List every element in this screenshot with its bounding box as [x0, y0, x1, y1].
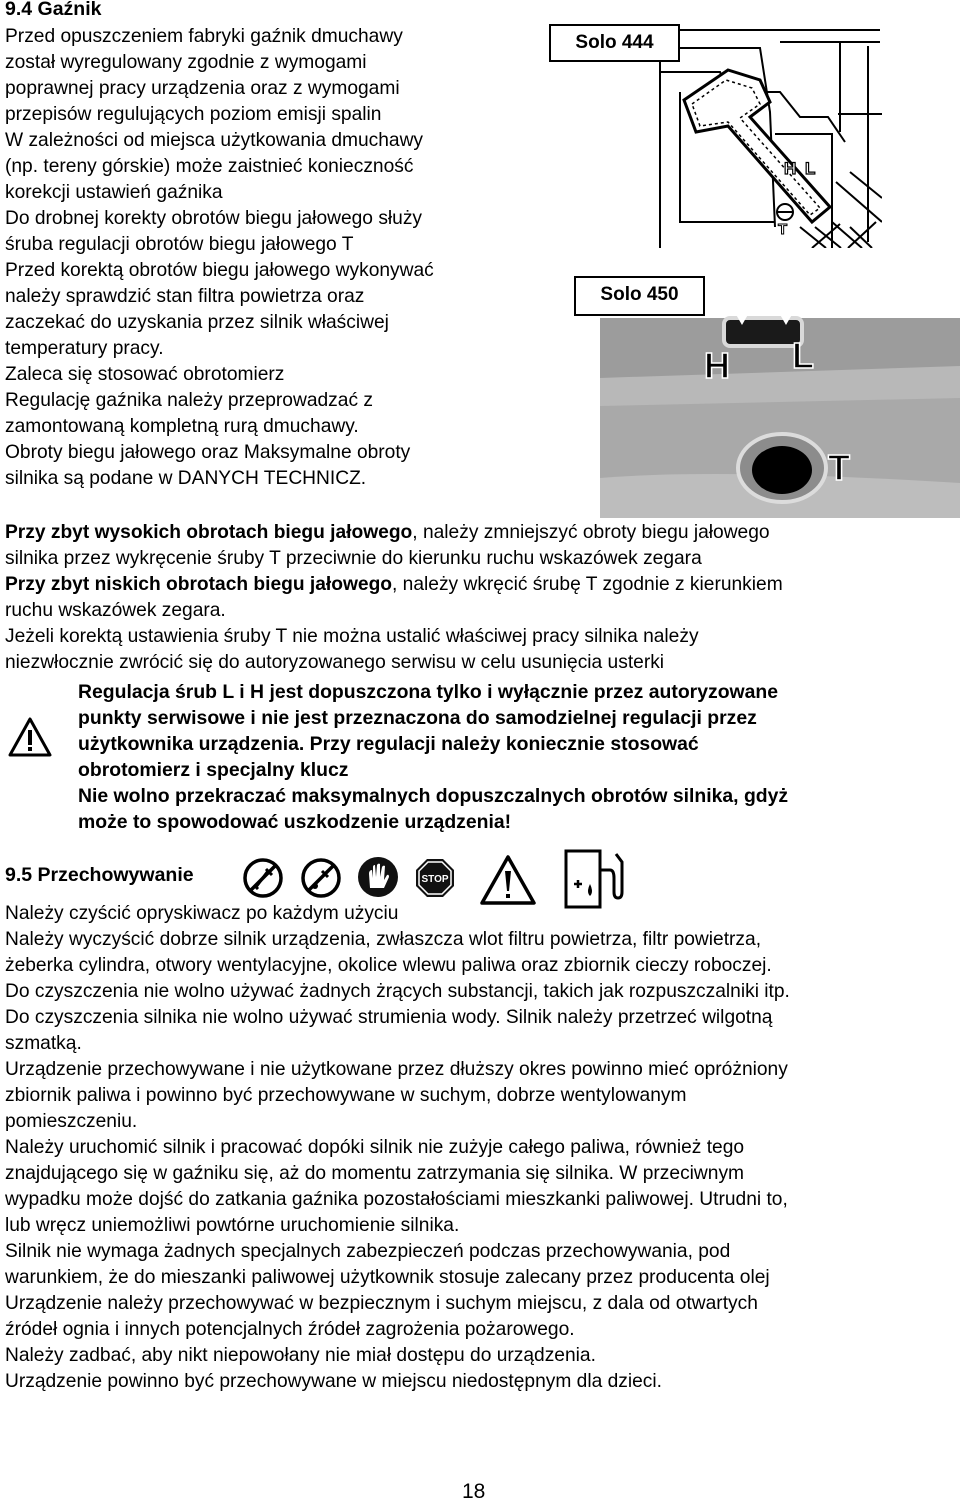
warning-line: Regulacja śrub L i H jest dopuszczona tylko i wyłącznie przez autoryzowane	[78, 681, 779, 703]
intro-line: Do drobnej korekty obrotów biegu jałowego służy	[5, 208, 423, 229]
idle-low-line2: ruchu wskazówek zegara.	[5, 600, 226, 621]
storage-line: Do czyszczenia silnika nie wolno używać strumienia wody. Silnik należy przetrzeć wilgotną	[5, 1007, 773, 1028]
storage-line: Należy czyścić opryskiwacz po każdym użyciu	[5, 903, 399, 924]
solo-444-label: Solo 444	[549, 24, 680, 62]
idle-low-bold: Przy zbyt niskich obrotach biegu jałowego	[5, 574, 393, 595]
mark-444-l: L	[805, 159, 816, 178]
idle-low-line	[5, 572, 955, 598]
warning-line: Nie wolno przekraczać maksymalnych dopuszczalnych obrotów silnika, gdyż	[78, 785, 789, 807]
storage-line: Należy wyczyścić dobrze silnik urządzenia, zwłaszcza wlot filtru powietrza, filtr powietrza,	[5, 929, 762, 950]
intro-line: temperatury pracy.	[5, 338, 164, 359]
storage-line: Urządzenie powinno być przechowywane w miejscu niedostępnym dla dzieci.	[5, 1371, 662, 1392]
gloves-icon	[357, 856, 399, 903]
idle-high-line2: silnika przez wykręcenie śruby T przeciwnie do kierunku ruchu wskazówek zegara	[5, 548, 702, 569]
intro-line: korekcji ustawień gaźnika	[5, 182, 223, 203]
solo-450-label: Solo 450	[574, 276, 705, 316]
service-line: niezwłocznie zwrócić się do autoryzowanego serwisu w celu usunięcia usterki	[5, 652, 665, 673]
intro-line: poprawnej pracy urządzenia oraz z wymogami	[5, 78, 400, 99]
carburetor-intro	[5, 24, 525, 492]
warning-triangle-icon	[8, 716, 52, 758]
page-number: 18	[462, 1480, 486, 1503]
stop-sign-text: STOP	[421, 874, 449, 885]
idle-speed-adjustment	[5, 520, 955, 676]
mark-450-l: L	[792, 335, 814, 376]
intro-line: (np. tereny górskie) może zaistnieć konieczność	[5, 156, 414, 177]
intro-line: W zależności od miejsca użytkowania dmuchawy	[5, 130, 424, 151]
idle-high-rest: , należy zmniejszyć obroty biegu jałowego	[412, 522, 770, 543]
mark-444-h: H	[784, 159, 797, 178]
no-spray-icon	[242, 857, 284, 904]
mark-450-h: H	[704, 345, 730, 386]
intro-line: śruba regulacji obrotów biegu jałowego T	[5, 234, 354, 255]
warning-line: punkty serwisowe i nie jest przeznaczona do samodzielnej regulacji przez	[78, 707, 757, 729]
section-heading-carburetor: 9.4 Gaźnik	[5, 0, 102, 20]
storage-line: żeberka cylindra, otwory wentylacyjne, okolice wlewu paliwa oraz zbiornik cieczy roboczej.	[5, 955, 772, 976]
storage-line: lub wręcz uniemożliwi powtórne uruchomienie silnika.	[5, 1215, 460, 1236]
stop-icon	[414, 857, 456, 904]
intro-line: Obroty biegu jałowego oraz Maksymalne obroty	[5, 442, 411, 463]
mark-450-t: T	[828, 447, 850, 488]
storage-line: Urządzenie przechowywane i nie użytkowane przez dłuższy okres powinno mieć opróżniony	[5, 1059, 788, 1080]
warning-line: użytkownika urządzenia. Przy regulacji należy koniecznie stosować	[78, 733, 699, 755]
warning-line: obrotomierz i specjalny klucz	[78, 759, 349, 781]
storage-line: Urządzenie należy przechowywać w bezpiecznym i suchym miejscu, z dala od otwartych	[5, 1293, 758, 1314]
no-brush-icon	[300, 857, 342, 904]
section-heading-storage: 9.5 Przechowywanie	[5, 864, 194, 886]
storage-line: Należy uruchomić silnik i pracować dopóki silnik nie zużyje całego paliwa, również tego	[5, 1137, 745, 1158]
storage-line: szmatką.	[5, 1033, 82, 1054]
warning-line: może to spowodować uszkodzenie urządzenia!	[78, 811, 512, 833]
intro-line: przepisów regulujących poziom emisji spalin	[5, 104, 382, 125]
storage-line: Silnik nie wymaga żadnych specjalnych zabezpieczeń podczas przechowywania, pod	[5, 1241, 731, 1262]
idle-high-line	[5, 520, 955, 546]
storage-line: Do czyszczenia nie wolno używać żadnych żrących substancji, takich jak rozpuszczalniki itp.	[5, 981, 790, 1002]
intro-line: Zaleca się stosować obrotomierz	[5, 364, 285, 385]
storage-line: Należy zadbać, aby nikt niepowołany nie miał dostępu do urządzenia.	[5, 1345, 596, 1366]
intro-line: należy sprawdzić stan filtra powietrza oraz	[5, 286, 365, 307]
storage-line: warunkiem, że do mieszanki paliwowej użytkownik stosuje zalecany przez producenta olej	[5, 1267, 770, 1288]
intro-line: zamontowaną kompletną rurą dmuchawy.	[5, 416, 359, 437]
storage-line: pomieszczeniu.	[5, 1111, 138, 1132]
intro-line: Przed korektą obrotów biegu jałowego wykonywać	[5, 260, 434, 281]
storage-instructions	[5, 901, 955, 1395]
mark-444-t: T	[778, 221, 788, 238]
storage-line: źródeł ognia i innych potencjalnych źródeł zagrożenia pożarowego.	[5, 1319, 575, 1340]
storage-line: zbiornik paliwa i powinno być przechowywane w suchym, dobrze wentylowanym	[5, 1085, 687, 1106]
intro-line: został wyregulowany zgodnie z wymogami	[5, 52, 367, 73]
storage-line: znajdującego się w gaźniku się, aż do momentu zatrzymania się silnika. W przeciwnym	[5, 1163, 745, 1184]
intro-line: silnika są podane w DANYCH TECHNICZ.	[5, 468, 367, 489]
intro-line: zaczekać do uzyskania przez silnik właściwej	[5, 312, 389, 333]
idle-high-bold: Przy zbyt wysokich obrotach biegu jałowego	[5, 522, 413, 543]
idle-low-rest: , należy wkręcić śrubę T zgodnie z kierunkiem	[392, 574, 783, 595]
intro-line: Regulację gaźnika należy przeprowadzać z	[5, 390, 373, 411]
storage-line: wypadku może dojść do zatkania gaźnika pozostałościami mieszkanki paliwowej. Utrudni to,	[5, 1189, 788, 1210]
service-line: Jeżeli korektą ustawienia śruby T nie można ustalić właściwej pracy silnika należy	[5, 626, 699, 647]
adjustment-warning	[78, 679, 958, 835]
intro-line: Przed opuszczeniem fabryki gaźnik dmuchawy	[5, 26, 403, 47]
